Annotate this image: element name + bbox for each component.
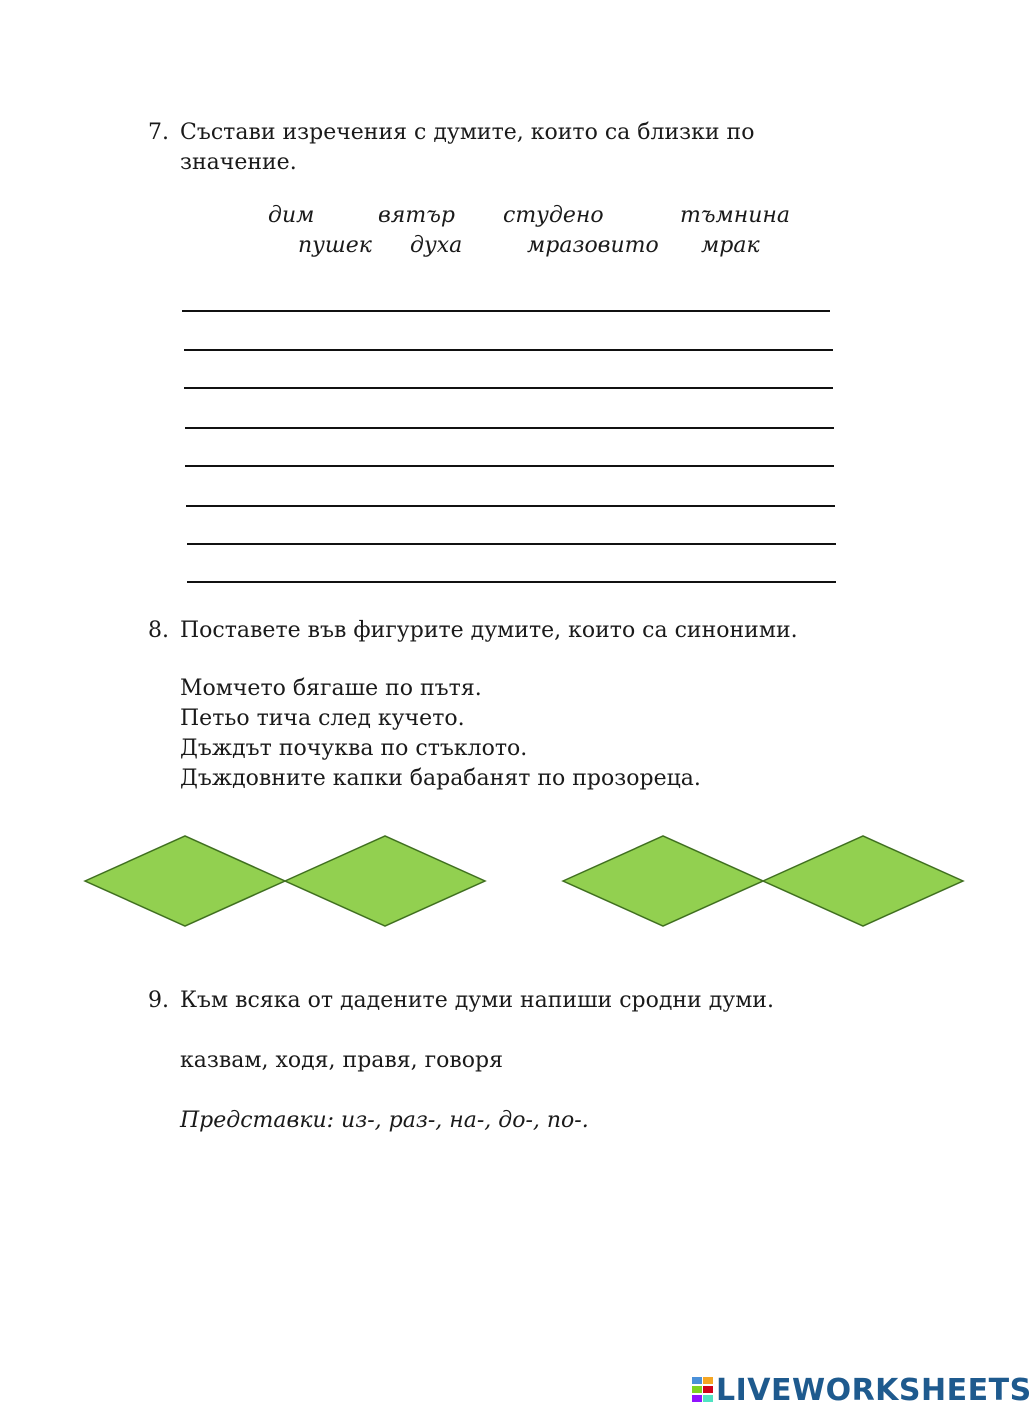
word-pushek: пушек: [298, 233, 372, 258]
word-studeno: студено: [503, 203, 604, 228]
task8-sentence: Петьо тича след кучето.: [180, 706, 465, 731]
answer-line[interactable]: [186, 505, 835, 507]
word-dim: дим: [268, 203, 315, 228]
task8-instruction: Поставете във фигурите думите, които са синоними.: [180, 618, 798, 643]
diamond-slot-3[interactable]: [563, 836, 763, 926]
word-vyatar: вятър: [378, 203, 455, 228]
task7-instruction-line2: значение.: [180, 150, 297, 175]
diamond-slot-4[interactable]: [763, 836, 963, 926]
word-tamnina: тъмнина: [680, 203, 791, 228]
task8-sentence: Дъждът почуква по стъклото.: [180, 736, 528, 761]
task9-number: 9.: [148, 988, 169, 1013]
task9-instruction: Към всяка от дадените думи напиши сродни думи.: [180, 988, 774, 1013]
task8-sentence: Момчето бягаше по пътя.: [180, 676, 482, 701]
word-mrazovito: мразовито: [527, 233, 659, 258]
answer-line[interactable]: [187, 543, 836, 545]
task8-sentence: Дъждовните капки барабанят по прозореца.: [180, 766, 701, 791]
word-mrak: мрак: [701, 233, 760, 258]
diamond-slot-1[interactable]: [85, 836, 285, 926]
answer-line[interactable]: [184, 349, 833, 351]
task9-prefixes: Представки: из-, раз-, на-, до-, по-.: [180, 1108, 589, 1133]
answer-line[interactable]: [187, 581, 836, 583]
task8-number: 8.: [148, 618, 169, 643]
task7-number: 7.: [148, 120, 169, 145]
answer-line[interactable]: [182, 310, 830, 312]
diamond-slot-2[interactable]: [285, 836, 485, 926]
task7-instruction-line1: Състави изречения с думите, които са близки по: [180, 120, 755, 145]
answer-line[interactable]: [185, 427, 834, 429]
answer-line[interactable]: [184, 387, 833, 389]
liveworksheets-wordmark: LIVEWORKSHEETS: [716, 1372, 1032, 1408]
answer-line[interactable]: [185, 465, 834, 467]
word-duha: духа: [410, 233, 463, 258]
task9-words: казвам, ходя, правя, говоря: [180, 1048, 504, 1073]
liveworksheets-logo-icon: [692, 1375, 714, 1405]
liveworksheets-brand[interactable]: [692, 1372, 1032, 1408]
synonym-diamonds: [0, 820, 1000, 940]
